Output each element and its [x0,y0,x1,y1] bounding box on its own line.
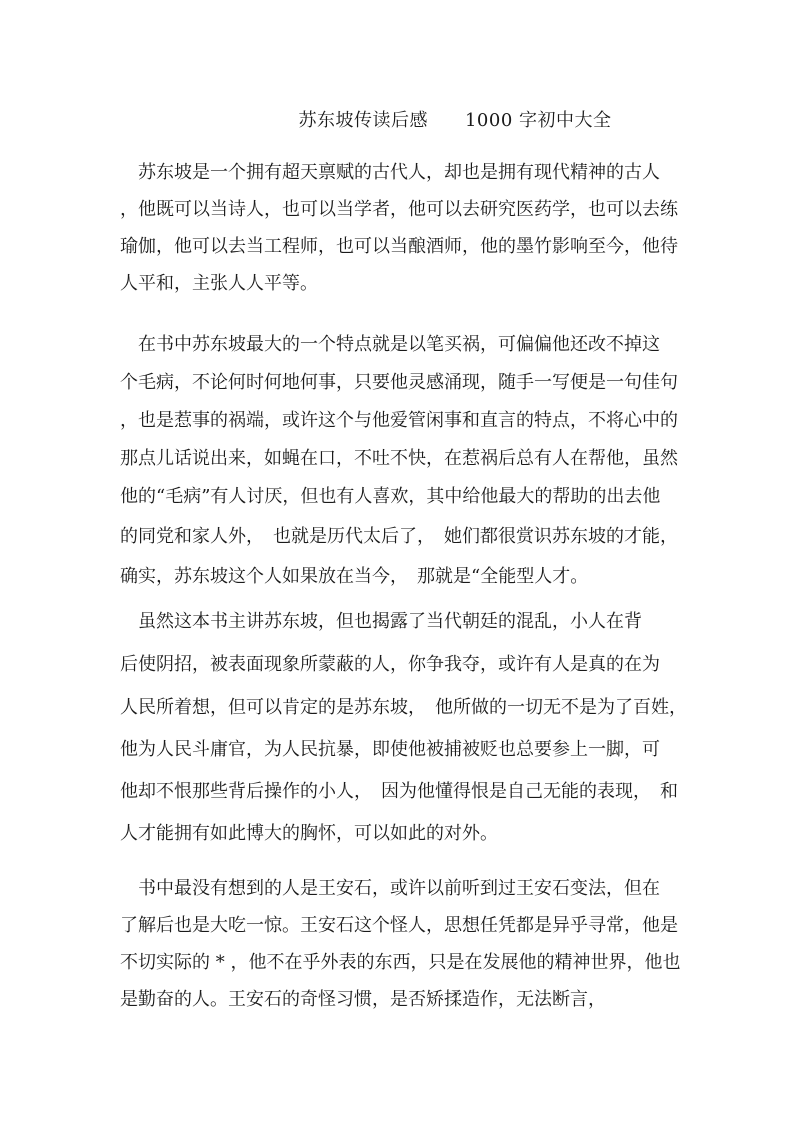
paragraph-3-line-6: 人才能拥有如此博大的胸怀，可以如此的对外。 [120,823,498,844]
paragraph-2-line-1: 在书中苏东坡最大的一个特点就是以笔买祸，可偏偏他还改不掉这 [120,334,660,355]
paragraph-1-line-1: 苏东坡是一个拥有超天禀赋的古代人，却也是拥有现代精神的古人 [120,162,660,183]
paragraph-2-line-4: 那点儿话说出来，如蝇在口，不吐不快，在惹祸后总有人在帮他，虽然 [120,448,678,469]
paragraph-3-line-1: 虽然这本书主讲苏东坡，但也揭露了当代朝廷的混乱，小人在背 [120,611,642,632]
paragraph-3-line-5: 他却不恨那些背后操作的小人， 因为他懂得恨是自己无能的表现， 和 [120,781,678,802]
document-title: 苏东坡传读后感 1000 字初中大全 [298,110,612,131]
paragraph-1-line-2: ，他既可以当诗人，也可以当学者，他可以去研究医药学，也可以去练 [120,199,678,220]
paragraph-4-line-3: 不切实际的 * ，他不在乎外表的东西，只是在发展他的精神世界，他也 [120,952,681,973]
paragraph-4-line-4: 是勤奋的人。王安石的奇怪习惯，是否矫揉造作，无法断言， [120,989,606,1010]
paragraph-3-line-3: 人民所着想，但可以肯定的是苏东坡， 他所做的一切无不是为了百姓， [120,697,687,718]
paragraph-4-line-2: 了解后也是大吃一惊。王安石这个怪人，思想任凭都是异乎寻常，他是 [120,915,678,936]
paragraph-2-line-6: 的同党和家人外， 也就是历代太后了， 她们都很赏识苏东坡的才能， [120,526,678,547]
paragraph-3-line-4: 他为人民斗庸官，为人民抗暴，即使他被捕被贬也总要参上一脚，可 [120,739,660,760]
paragraph-2-line-7: 确实，苏东坡这个人如果放在当今， 那就是“全能型人才。 [120,566,589,587]
paragraph-2-line-3: ，也是惹事的祸端，或许这个与他爱管闲事和直言的特点，不将心中的 [120,410,678,431]
paragraph-3-line-2: 后使阴招，被表面现象所蒙蔽的人，你争我夺，或许有人是真的在为 [120,654,660,675]
paragraph-1-line-4: 人平和，主张人人平等。 [120,273,318,294]
paragraph-4-line-1: 书中最没有想到的人是王安石，或许以前听到过王安石变法，但在 [120,878,660,899]
paragraph-2-line-5: 他的“毛病”有人讨厌，但也有人喜欢，其中给他最大的帮助的出去他 [120,486,661,507]
paragraph-2-line-2: 个毛病，不论何时何地何事，只要他灵感涌现，随手一写便是一句佳句 [120,372,678,393]
paragraph-1-line-3: 瑜伽，他可以去当工程师，也可以当酿酒师，他的墨竹影响至今，他待 [120,236,678,257]
